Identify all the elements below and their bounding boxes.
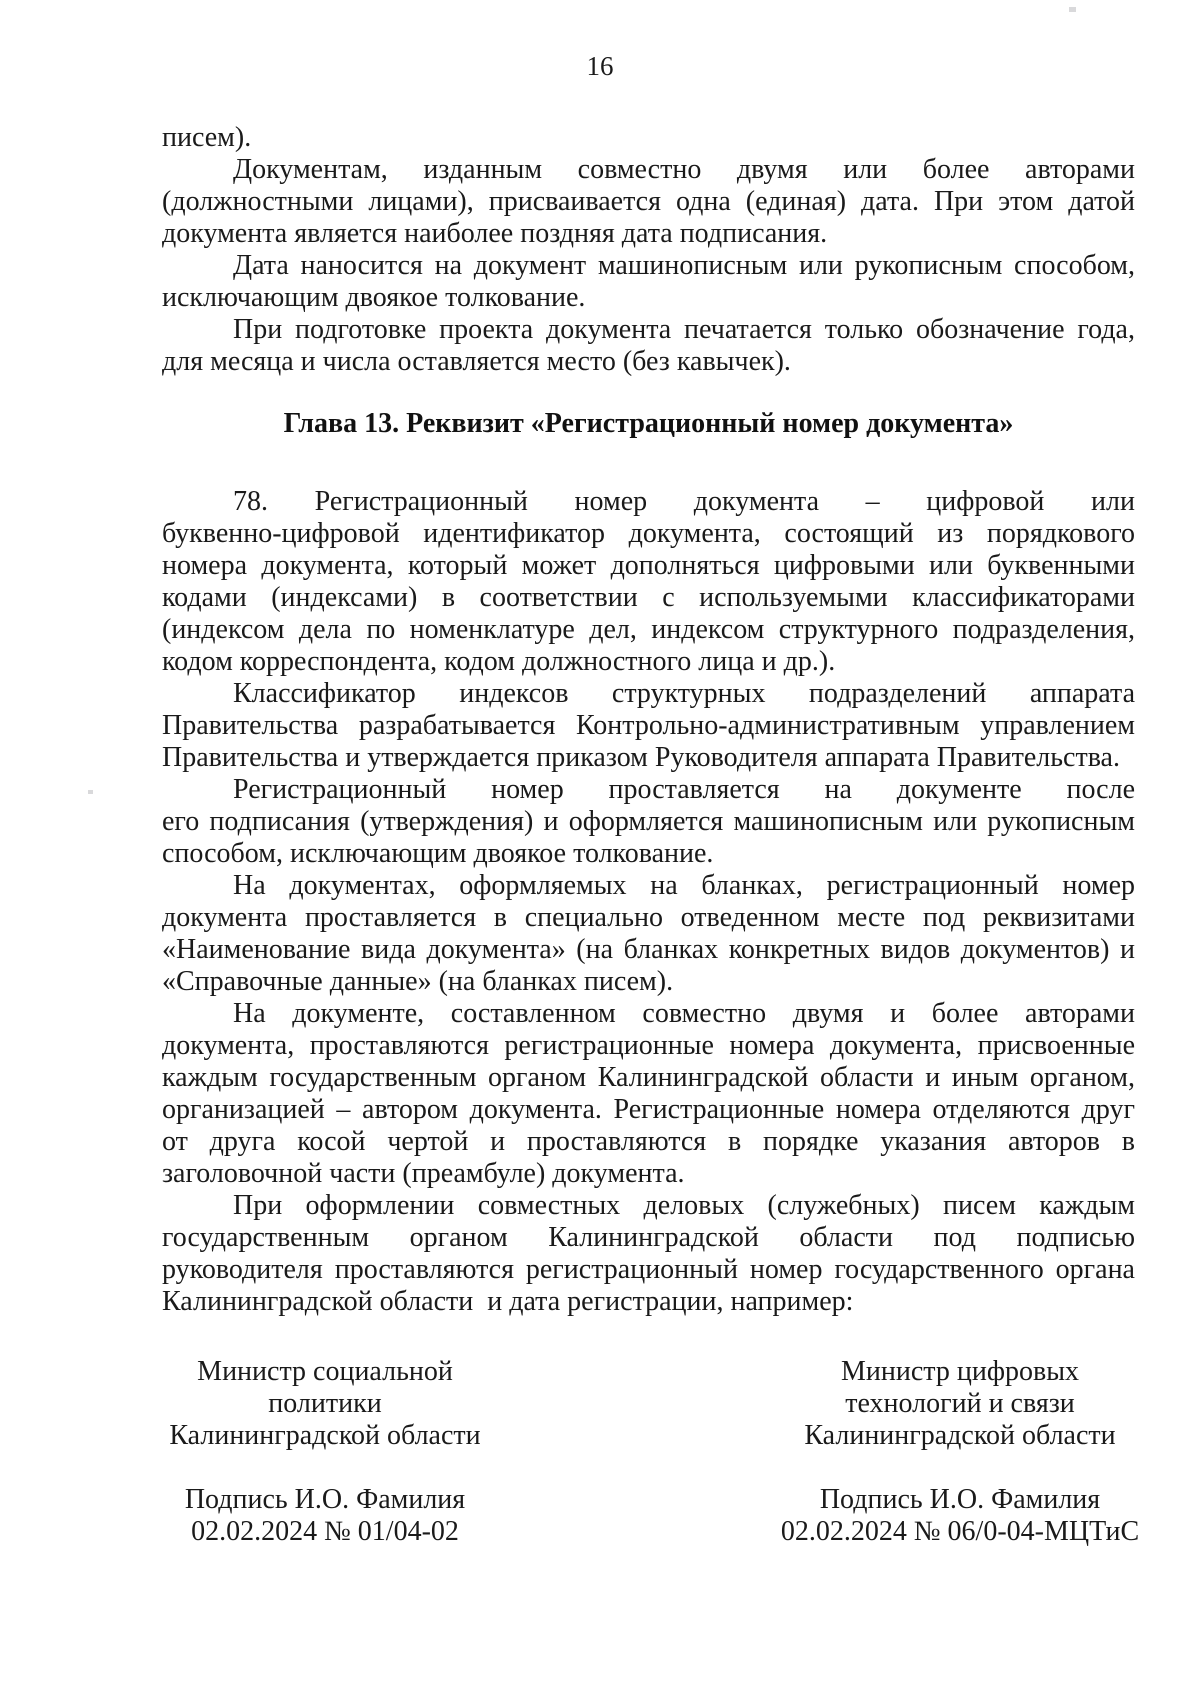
registration-number: 02.02.2024 № 01/04-02: [191, 1516, 459, 1547]
text-line: «Справочные данные» (на бланках писем).: [162, 966, 674, 997]
text-line: кодом корреспондента, кодом должностного лица и др.).: [162, 646, 836, 677]
text-line: На документе, составленном совместно двумя и более авторами: [233, 998, 1135, 1029]
text-line: (должностными лицами), присваивается одна (единая) дата. При этом датой: [162, 186, 1135, 217]
signer-title-line: технологий и связи: [845, 1388, 1075, 1419]
registration-number: 02.02.2024 № 06/0-04-МЦТиС: [780, 1516, 1140, 1547]
text-line: способом, исключающим двоякое толкование.: [162, 838, 714, 869]
paragraph: [162, 250, 1135, 314]
page-number: 16: [586, 51, 614, 81]
signer-title-line: Министр социальной: [197, 1356, 453, 1387]
paragraph: [162, 678, 1135, 774]
signer-title-line: Министр цифровых: [841, 1356, 1079, 1387]
text-line: исключающим двоякое толкование.: [162, 282, 586, 313]
paragraph: [162, 1190, 1135, 1318]
text-line: руководителя проставляются регистрационный номер государственного органа: [162, 1254, 1135, 1285]
signature-placeholder: Подпись И.О. Фамилия: [184, 1484, 466, 1515]
body-text: [162, 122, 1135, 1318]
text-line: документа, проставляются регистрационные номера документа, присвоенные: [162, 1030, 1135, 1061]
text-line: буквенно-цифровой идентификатор документа, состоящий из порядкового: [162, 518, 1135, 549]
text-line: номера документа, который может дополняться цифровыми или буквенными: [162, 550, 1135, 581]
signer-title-line: Калининградской области: [169, 1420, 481, 1451]
signer-title-line: Калининградской области: [804, 1420, 1116, 1451]
signature-placeholder: Подпись И.О. Фамилия: [819, 1484, 1101, 1515]
text-line: организацией – автором документа. Регистрационные номера отделяются друг: [162, 1094, 1135, 1125]
chapter-heading: Глава 13. Реквизит «Регистрационный номер документа»: [283, 408, 1014, 439]
text-line: писем).: [162, 122, 252, 153]
text-line: каждым государственным органом Калининградской области и иным органом,: [162, 1062, 1135, 1093]
text-line: Калининградской области и дата регистрации, например:: [162, 1286, 854, 1317]
signature-gap: [135, 1452, 515, 1484]
text-line: Регистрационный номер проставляется на документе после: [233, 774, 1135, 805]
text-line: При подготовке проекта документа печатается только обозначение года,: [233, 314, 1135, 345]
signature-gap: [770, 1452, 1150, 1484]
text-line: При оформлении совместных деловых (служебных) писем каждым: [233, 1190, 1135, 1221]
text-line: 78. Регистрационный номер документа – цифровой или: [233, 486, 1135, 517]
text-line: заголовочной части (преамбуле) документа.: [162, 1158, 685, 1189]
text-line: (индексом дела по номенклатуре дел, индексом структурного подразделения,: [162, 614, 1135, 645]
scan-artifact: [1069, 7, 1076, 12]
text-line: документа является наиболее поздняя дата подписания.: [162, 218, 828, 249]
scan-artifact: [88, 790, 93, 794]
body-text-before-heading: [162, 122, 1135, 378]
paragraph: [162, 998, 1135, 1190]
text-line: Документам, изданным совместно двумя или более авторами: [233, 154, 1135, 185]
text-line: от друга косой чертой и проставляются в порядке указания авторов в: [162, 1126, 1135, 1157]
paragraph: [162, 486, 1135, 678]
text-line: «Наименование вида документа» (на бланках конкретных видов документов) и: [162, 934, 1135, 965]
text-line: его подписания (утверждения) и оформляется машинописным или рукописным: [162, 806, 1135, 837]
paragraph: [162, 870, 1135, 998]
signature-block-right: [770, 1356, 1150, 1548]
text-line: Правительства разрабатывается Контрольно-административным управлением: [162, 710, 1135, 741]
text-line: документа проставляется в специально отведенном месте под реквизитами: [162, 902, 1135, 933]
text-line: Классификатор индексов структурных подразделений аппарата: [233, 678, 1135, 709]
text-line: для месяца и числа оставляется место (без кавычек).: [162, 346, 791, 377]
paragraph: [162, 314, 1135, 378]
text-line: Дата наносится на документ машинописным или рукописным способом,: [233, 250, 1135, 281]
paragraph: [162, 774, 1135, 870]
body-text-after-heading: [162, 486, 1135, 1318]
text-line: кодами (индексами) в соответствии с используемыми классификаторами: [162, 582, 1135, 613]
signer-title-line: политики: [268, 1388, 382, 1419]
paragraph: [162, 122, 1135, 154]
signature-block-left: [135, 1356, 515, 1548]
text-line: На документах, оформляемых на бланках, регистрационный номер: [233, 870, 1135, 901]
text-line: государственным органом Калининградской области под подписью: [162, 1222, 1135, 1253]
text-line: Правительства и утверждается приказом Руководителя аппарата Правительства.: [162, 742, 1120, 773]
paragraph: [162, 154, 1135, 250]
